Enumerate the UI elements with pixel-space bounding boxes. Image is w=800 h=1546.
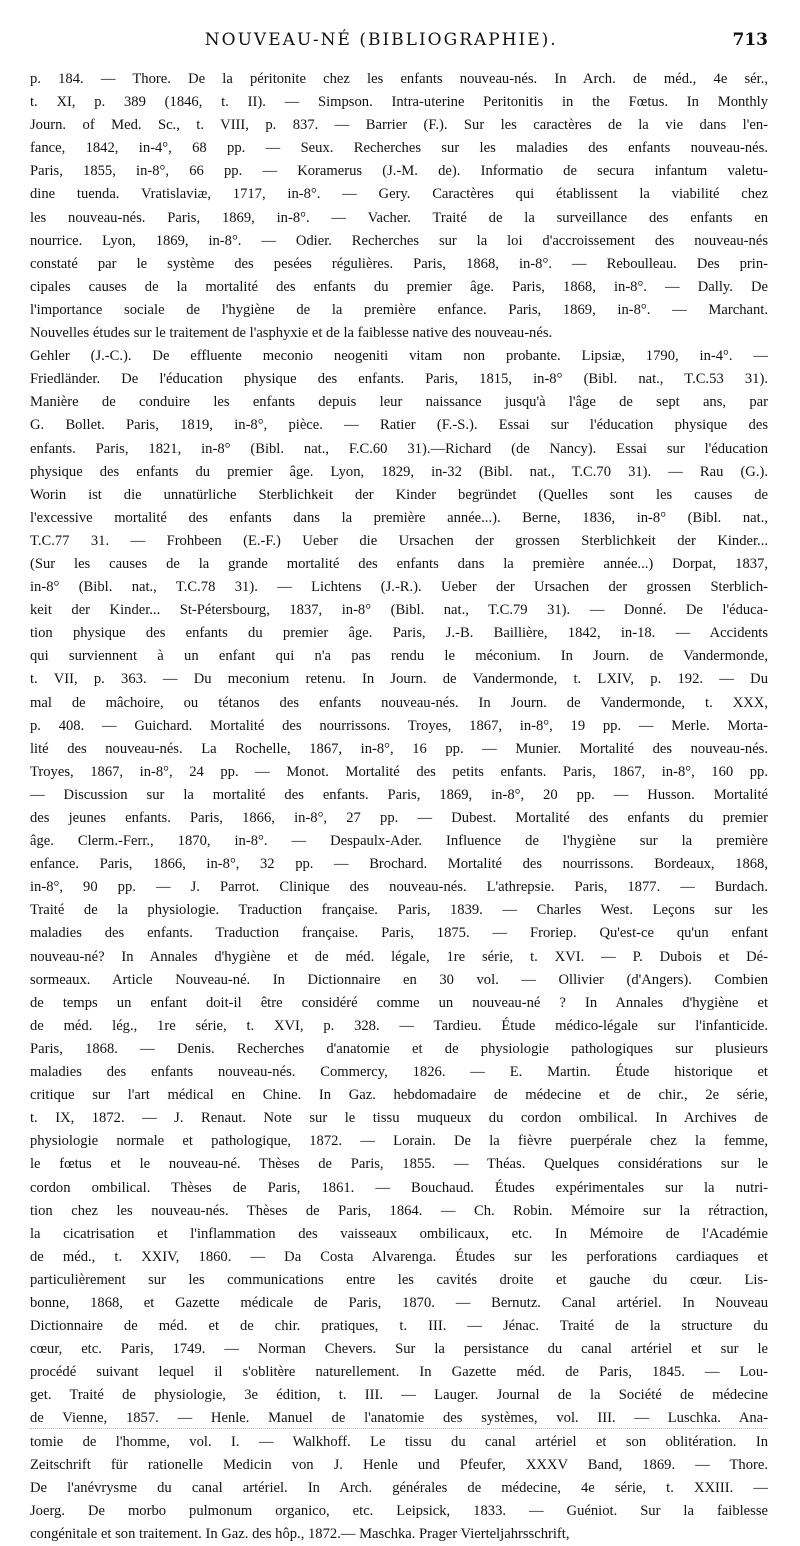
page-number: 713 — [732, 30, 768, 50]
text-line: maladies des enfants. Traduction française. Paris, 1875. — Froriep. Qu'est-ce qu'un enfant — [30, 925, 768, 942]
text-line: tion physique des enfants du premier âge. Paris, J.-B. Baillière, 1842, in-18. — Accidents — [30, 625, 768, 642]
text-line: mal de mâchoire, ou tétanos des enfants nouveau-nés. In Journ. de Vandermonde, t. XXX, — [30, 694, 768, 711]
page — [30, 30, 768, 1546]
text-line: Joerg. De morbo pulmonum organico, etc. Leipsick, 1833. — Guéniot. Sur la faiblesse — [30, 1502, 768, 1519]
text-line: keit der Kinder... St-Pétersbourg, 1837, in-8° (Bibl. nat., T.C.79 31). — Donné. De l'éduca- — [30, 602, 768, 619]
running-header — [30, 30, 768, 50]
text-line: qui surviennent à un enfant qui n'a pas rendu le méconium. In Journ. de Vandermonde, — [30, 648, 768, 665]
bottom-dotted-rule — [30, 1428, 768, 1429]
text-line: constaté par le système des pesées régulières. Paris, 1868, in-8°. — Reboulleau. Des prin- — [30, 255, 768, 272]
text-line: tion chez les nouveau-nés. Thèses de Paris, 1864. — Ch. Robin. Mémoire sur la rétraction, — [30, 1202, 768, 1219]
text-line: maladies des enfants nouveau-nés. Commercy, 1826. — E. Martin. Étude historique et — [30, 1064, 768, 1081]
text-line: (Sur les causes de la grande mortalité des enfants dans la première année...) Dorpat, 1837, — [30, 555, 768, 572]
text-line: Nouvelles études sur le traitement de l'asphyxie et de la faiblesse native des nouveau-nés. — [30, 325, 553, 342]
text-line: Manière de conduire les enfants depuis leur naissance jusqu'à l'âge de sept ans, par — [30, 394, 768, 411]
text-line: cipales causes de la mortalité des enfants du premier âge. Paris, 1868, in-8°. — Dally. De — [30, 278, 768, 295]
text-line: Worin ist die unnatürliche Sterblichkeit der Kinder begründet (Quelles sont les causes de — [30, 486, 768, 503]
text-line: in-8° (Bibl. nat., T.C.78 31). — Lichtens (J.-R.). Ueber der Ursachen der grossen Sterblich- — [30, 579, 768, 596]
text-line: dine tuenda. Vratislaviæ, 1717, in-8°. — Gery. Caractères qui établissent la viabilité chez — [30, 186, 768, 203]
text-line: particulièrement sur les communications entre les cavités droite et gauche du cœur. Lis- — [30, 1271, 768, 1288]
text-line: get. Traité de physiologie, 3e édition, t. III. — Lauger. Journal de la Société de médecine — [30, 1387, 768, 1404]
text-line: congénitale et son traitement. In Gaz. des hôp., 1872.— Maschka. Prager Vierteljahrsschrift, — [30, 1525, 570, 1542]
text-line: de méd., t. XXIV, 1860. — Da Costa Alvarenga. Études sur les perforations cardiaques et — [30, 1248, 768, 1265]
text-line: t. IX, 1872. — J. Renaut. Note sur le tissu muqueux du cordon ombilical. In Archives de — [30, 1110, 768, 1127]
running-title: NOUVEAU-NÉ (BIBLIOGRAPHIE). — [204, 30, 558, 50]
text-line: les nouveau-nés. Paris, 1869, in-8°. — Vacher. Traité de la surveillance des enfants en — [30, 209, 768, 226]
text-line: la cicatrisation et l'inflammation des vaisseaux ombilicaux, etc. In Mémoire de l'Académie — [30, 1225, 768, 1242]
text-line: le fœtus et le nouveau-né. Thèses de Paris, 1855. — Théas. Quelques considérations sur le — [30, 1156, 768, 1173]
text-line: Troyes, 1867, in-8°, 24 pp. — Monot. Mortalité des petits enfants. Paris, 1867, in-8°, 160 pp. — [30, 763, 768, 780]
text-line: critique sur l'art médical en Chine. In Gaz. hebdomadaire de médecine et de chir., 2e série, — [30, 1087, 768, 1104]
text-line: procédé suivant lequel il s'oblitère naturellement. In Gazette méd. de Paris, 1845. — Lou- — [30, 1364, 768, 1381]
text-line: Dictionnaire de méd. et de chir. pratiques, t. III. — Jénac. Traité de la structure du — [30, 1318, 768, 1335]
text-line: Paris, 1868. — Denis. Recherches d'anatomie et de physiologie pathologiques sur plusieurs — [30, 1040, 768, 1057]
text-line: — Discussion sur la mortalité des enfants. Paris, 1869, in-8°, 20 pp. — Husson. Mortalité — [30, 786, 768, 803]
text-line: de temps un enfant doit-il être considéré comme un nouveau-né ? In Annales d'hygiène et — [30, 994, 768, 1011]
text-line: sormeaux. Article Nouveau-né. In Dictionnaire en 30 vol. — Ollivier (d'Angers). Combien — [30, 971, 768, 988]
text-line: physique des enfants du premier âge. Lyon, 1829, in-32 (Bibl. nat., T.C.70 31). — Rau (G.). — [30, 463, 768, 480]
text-line: l'importance sociale de l'hygiène de la première enfance. Paris, 1869, in-8°. — Marchant. — [30, 301, 768, 318]
text-line: t. VII, p. 363. — Du meconium retenu. In Journ. de Vandermonde, t. LXIV, p. 192. — Du — [30, 671, 768, 688]
text-line: âge. Clerm.-Ferr., 1870, in-8°. — Despaulx-Ader. Influence de l'hygiène sur la première — [30, 833, 768, 850]
text-line: Gehler (J.-C.). De effluente meconio neogeniti vitam non probante. Lipsiæ, 1790, in-4°. — — [30, 348, 768, 365]
text-line: fance, 1842, in-4°, 68 pp. — Seux. Recherches sur les maladies des enfants nouveau-nés. — [30, 140, 768, 157]
text-line: bonne, 1868, et Gazette médicale de Paris, 1870. — Bernutz. Canal artériel. In Nouveau — [30, 1294, 768, 1311]
text-line: p. 184. — Thore. De la péritonite chez les enfants nouveau-nés. In Arch. de méd., 4e sér., — [30, 71, 768, 87]
text-line: De l'anévrysme du canal artériel. In Arch. générales de médecine, 4e série, t. XXIII. — — [30, 1479, 768, 1496]
text-line: des jeunes enfants. Paris, 1866, in-8°, 27 pp. — Dubest. Mortalité des enfants du premier — [30, 810, 768, 826]
text-line: p. 408. — Guichard. Mortalité des nourrissons. Troyes, 1867, in-8°, 19 pp. — Merle. Morta- — [30, 717, 768, 734]
text-line: de méd. lég., 1re série, t. XVI, p. 328. — Tardieu. Étude médico-légale sur l'infanticide. — [30, 1017, 768, 1034]
bibliography-text — [30, 68, 768, 1546]
text-line: in-8°, 90 pp. — J. Parrot. Clinique des nouveau-nés. L'athrepsie. Paris, 1877. — Burdach. — [30, 879, 768, 896]
text-line: T.C.77 31. — Frohbeen (E.-F.) Ueber die Ursachen der grossen Sterblichkeit der Kinder... — [30, 532, 768, 549]
text-line: cordon ombilical. Thèses de Paris, 1861. — Bouchaud. Études expérimentales sur la nutri- — [30, 1179, 768, 1196]
text-line: cœur, etc. Paris, 1749. — Norman Chevers. Sur la persistance du canal artériel et sur le — [30, 1341, 768, 1358]
text-line: nouveau-né? In Annales d'hygiène et de méd. légale, 1re série, t. XVI. — P. Dubois et Dé- — [30, 948, 768, 965]
text-line: physiologie normale et pathologique, 1872. — Lorain. De la fièvre puerpérale chez la femme, — [30, 1133, 768, 1150]
text-line: Journ. of Med. Sc., t. VIII, p. 837. — Barrier (F.). Sur les caractères de la vie dans l'en- — [30, 117, 768, 134]
text-line: lité des nouveau-nés. La Rochelle, 1867, in-8°, 16 pp. — Munier. Mortalité des nouveau-nés. — [30, 740, 768, 757]
text-line: Friedländer. De l'éducation physique des enfants. Paris, 1815, in-8° (Bibl. nat., T.C.53 31). — [30, 371, 768, 388]
text-line: Traité de la physiologie. Traduction française. Paris, 1839. — Charles West. Leçons sur les — [30, 902, 768, 919]
text-line: de Vienne, 1857. — Henle. Manuel de l'anatomie des systèmes, vol. III. — Luschka. Ana- — [30, 1410, 768, 1427]
text-line: t. XI, p. 389 (1846, t. II). — Simpson. Intra-uterine Peritonitis in the Fœtus. In Monthly — [30, 94, 768, 111]
text-line: Paris, 1855, in-8°, 66 pp. — Koramerus (J.-M. de). Informatio de secura infantum valetu- — [30, 163, 768, 180]
text-line: Zeitschrift für rationelle Medicin von J. Henle und Pfeufer, XXXV Band, 1869. — Thore. — [30, 1456, 768, 1473]
text-line: enfance. Paris, 1866, in-8°, 32 pp. — Brochard. Mortalité des nourrissons. Bordeaux, 1868, — [30, 856, 768, 873]
text-line: nourrice. Lyon, 1869, in-8°. — Odier. Recherches sur la loi d'accroissement des nouveau-nés — [30, 232, 768, 249]
text-line: G. Bollet. Paris, 1819, in-8°, pièce. — Ratier (F.-S.). Essai sur l'éducation physique des — [30, 417, 768, 434]
text-line: tomie de l'homme, vol. I. — Walkhoff. Le tissu du canal artériel et son oblitération. In — [30, 1433, 768, 1450]
text-line: l'excessive mortalité des enfants dans la première année...). Berne, 1836, in-8° (Bibl. nat., — [30, 509, 768, 526]
text-line: enfants. Paris, 1821, in-8° (Bibl. nat., F.C.60 31).—Richard (de Nancy). Essai sur l'éducation — [30, 440, 768, 457]
